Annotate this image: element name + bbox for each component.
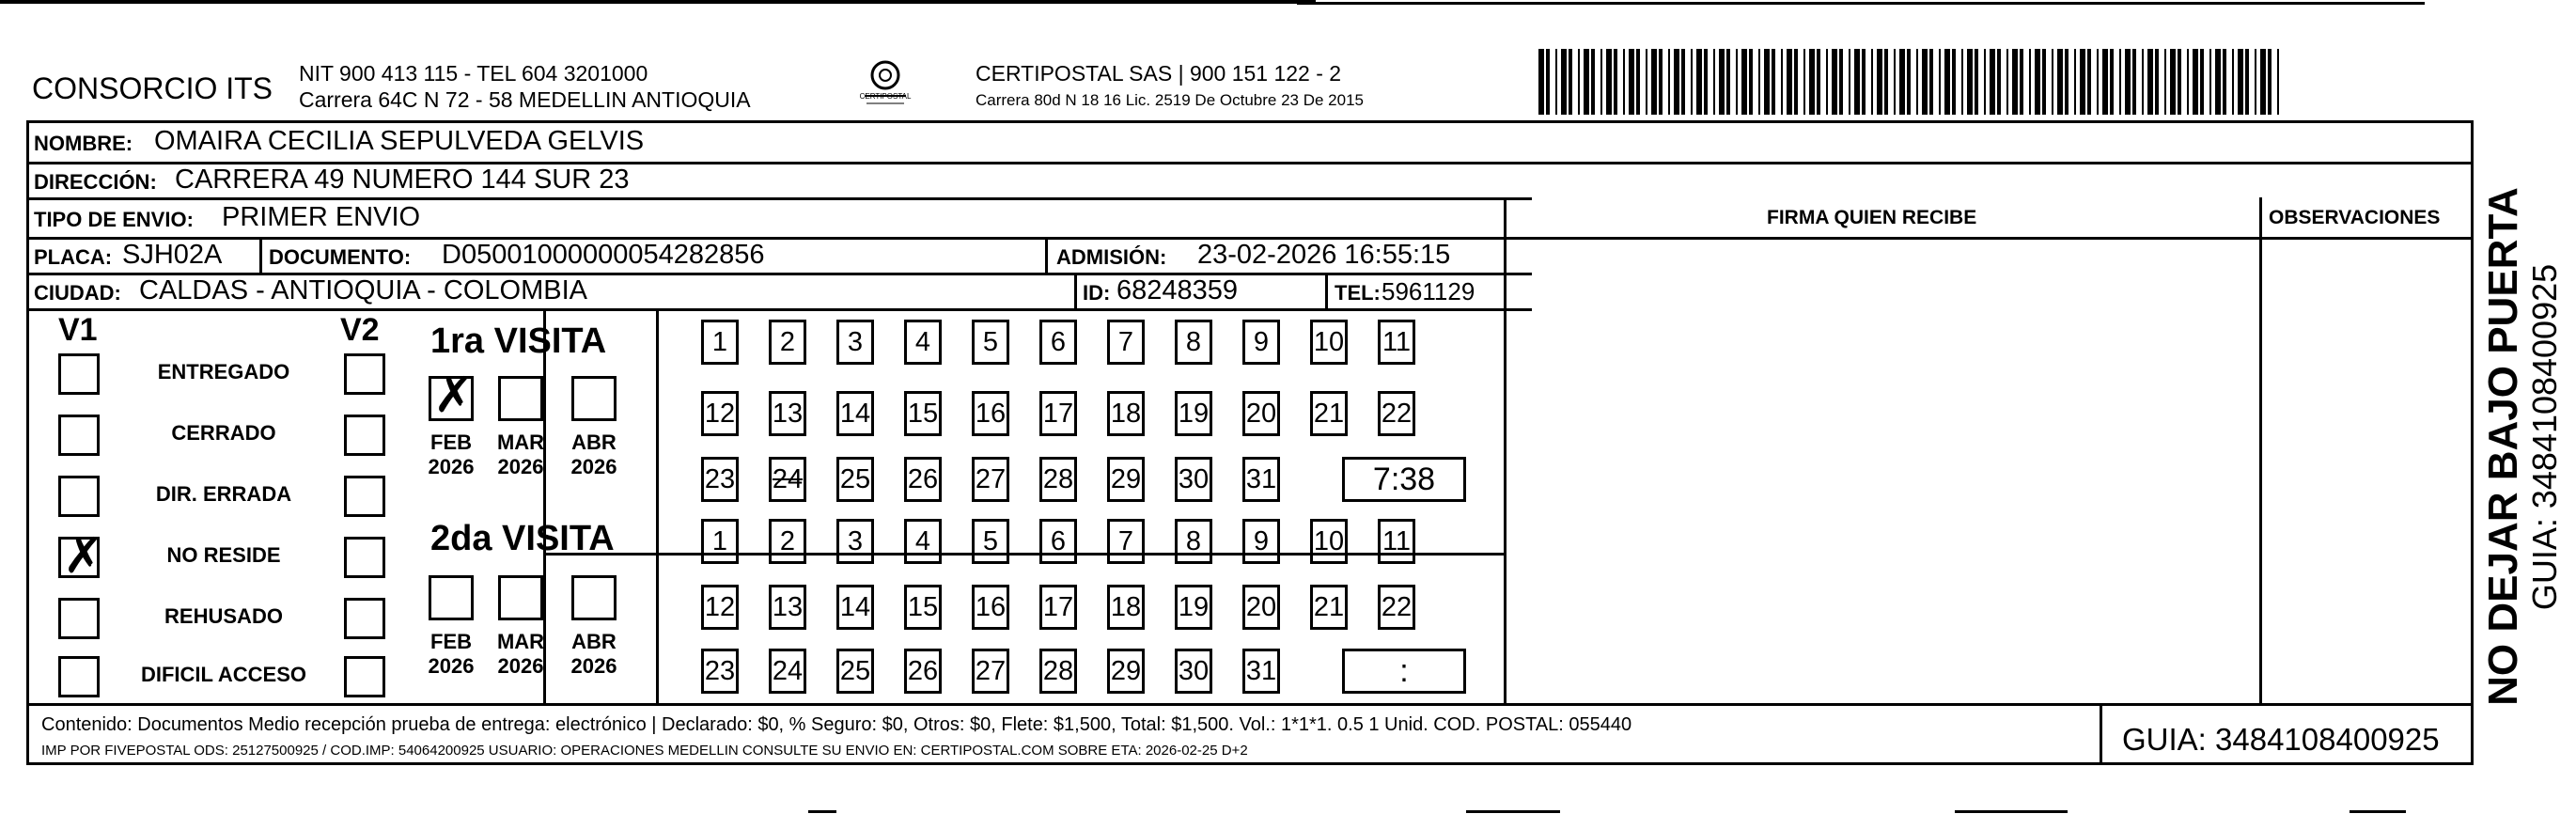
certipostal-logo bbox=[857, 58, 913, 109]
year-label: 2026 bbox=[570, 654, 617, 678]
second-visit-day-22[interactable]: 22 bbox=[1378, 585, 1415, 630]
first-visit-month-box-mar[interactable] bbox=[498, 376, 543, 421]
second-visit-day-16[interactable]: 16 bbox=[972, 585, 1009, 630]
tipo-envio-value: PRIMER ENVIO bbox=[222, 202, 421, 232]
first-visit-day-28[interactable]: 28 bbox=[1039, 457, 1077, 502]
second-visit-day-13[interactable]: 13 bbox=[769, 585, 806, 630]
first-visit-title: 1ra VISITA bbox=[430, 321, 607, 361]
first-visit-day-25[interactable]: 25 bbox=[836, 457, 874, 502]
month-label: FEB bbox=[430, 630, 472, 653]
footer-print-line: IMP POR FIVEPOSTAL ODS: 25127500925 / COD.IMP: 54064200925 USUARIO: OPERACIONES MEDELLIN CONSULTE SU ENVIO EN: CERTIPOSTAL.COM SOBRE ETA: 2026-02-25 D+2 bbox=[41, 743, 1248, 759]
year-label: 2026 bbox=[497, 654, 544, 678]
first-visit-day-13[interactable]: 13 bbox=[769, 391, 806, 436]
second-visit-day-30[interactable]: 30 bbox=[1175, 649, 1212, 694]
footer-content-line: Contenido: Documentos Medio recepción prueba de entrega: electrónico | Declarado: $0, % Seguro: $0, Otros: $0, Flete: $1,500, Total: $1,500. Vol.: 1*1*1. 0.5 1 Unid. COD. POSTAL: 055440 bbox=[41, 714, 1632, 735]
check-mark-icon: ✗ bbox=[433, 368, 475, 423]
status-label-dir-errada: DIR. ERRADA bbox=[155, 482, 292, 506]
admision-value: 23-02-2026 16:55:15 bbox=[1197, 240, 1451, 270]
second-visit-day-28[interactable]: 28 bbox=[1039, 649, 1077, 694]
year-label: 2026 bbox=[570, 455, 617, 478]
status-label-entregado: ENTREGADO bbox=[157, 360, 290, 384]
first-visit-day-10[interactable]: 10 bbox=[1310, 320, 1348, 365]
first-visit-month-box-feb[interactable] bbox=[429, 368, 475, 423]
placa-label: PLACA: bbox=[34, 245, 113, 269]
month-label: FEB bbox=[430, 430, 472, 454]
direccion-label: DIRECCIÓN: bbox=[34, 170, 157, 194]
second-visit-day-26[interactable]: 26 bbox=[904, 649, 942, 694]
second-visit-day-31[interactable]: 31 bbox=[1242, 649, 1280, 694]
first-visit-month-box-abr[interactable] bbox=[571, 376, 617, 421]
first-visit-day-23[interactable]: 23 bbox=[701, 457, 739, 502]
second-visit-month-box-abr[interactable] bbox=[571, 575, 617, 620]
v2-checkbox-no-reside[interactable] bbox=[344, 537, 385, 578]
second-visit-day-9[interactable]: 9 bbox=[1242, 519, 1280, 564]
v1-checkbox-no-reside[interactable] bbox=[58, 529, 104, 584]
company-name: CONSORCIO ITS bbox=[32, 71, 273, 105]
certipostal-line-1: CERTIPOSTAL SAS | 900 151 122 - 2 bbox=[976, 61, 1342, 86]
first-visit-day-16[interactable]: 16 bbox=[972, 391, 1009, 436]
id-value: 68248359 bbox=[1116, 275, 1239, 305]
second-visit-day-15[interactable]: 15 bbox=[904, 585, 942, 630]
second-visit-day-6[interactable]: 6 bbox=[1039, 519, 1077, 564]
v1-checkbox-entregado[interactable] bbox=[58, 353, 100, 395]
company-line-1: NIT 900 413 115 - TEL 604 3201000 bbox=[299, 61, 648, 86]
month-label: MAR bbox=[496, 630, 545, 653]
signature-area[interactable] bbox=[1507, 240, 2258, 702]
second-visit-day-23[interactable]: 23 bbox=[701, 649, 739, 694]
status-label-rehusado: REHUSADO bbox=[164, 604, 283, 628]
month-label: ABR bbox=[571, 430, 617, 454]
first-visit-day-7[interactable]: 7 bbox=[1107, 320, 1145, 365]
v1-checkbox-dificil-acceso[interactable] bbox=[58, 656, 100, 697]
second-visit-day-8[interactable]: 8 bbox=[1175, 519, 1212, 564]
first-visit-day-9[interactable]: 9 bbox=[1242, 320, 1280, 365]
status-label-cerrado: CERRADO bbox=[171, 421, 276, 445]
second-visit-day-27[interactable]: 27 bbox=[972, 649, 1009, 694]
first-visit-day-19[interactable]: 19 bbox=[1175, 391, 1212, 436]
first-visit-day-24[interactable]: 24 bbox=[769, 457, 806, 502]
first-visit-day-27[interactable]: 27 bbox=[972, 457, 1009, 502]
first-visit-day-14[interactable]: 14 bbox=[836, 391, 874, 436]
second-visit-day-12[interactable]: 12 bbox=[701, 585, 739, 630]
second-visit-day-24[interactable]: 24 bbox=[769, 649, 806, 694]
placa-value: SJH02A bbox=[122, 240, 223, 270]
footer-guia: GUIA: 3484108400925 bbox=[2122, 722, 2440, 757]
first-visit-day-21[interactable]: 21 bbox=[1310, 391, 1348, 436]
first-visit-day-2[interactable]: 2 bbox=[769, 320, 806, 365]
first-visit-day-8[interactable]: 8 bbox=[1175, 320, 1212, 365]
second-visit-day-17[interactable]: 17 bbox=[1039, 585, 1077, 630]
observaciones-area[interactable] bbox=[2262, 240, 2471, 702]
first-visit-day-1[interactable]: 1 bbox=[701, 320, 739, 365]
ciudad-label: CIUDAD: bbox=[34, 281, 121, 305]
nombre-label: NOMBRE: bbox=[34, 132, 133, 155]
documento-value: D05001000000054282856 bbox=[442, 240, 765, 270]
v2-checkbox-rehusado[interactable] bbox=[344, 598, 385, 639]
second-visit-title: 2da VISITA bbox=[430, 519, 615, 558]
first-visit-day-15[interactable]: 15 bbox=[904, 391, 942, 436]
second-visit-day-1[interactable]: 1 bbox=[701, 519, 739, 564]
certipostal-line-2: Carrera 80d N 18 16 Lic. 2519 De Octubre 23 De 2015 bbox=[976, 91, 1364, 109]
side-text bbox=[2477, 122, 2576, 771]
tel-value: 5961129 bbox=[1382, 277, 1475, 305]
observaciones-header: OBSERVACIONES bbox=[2269, 207, 2441, 228]
v2-header: V2 bbox=[340, 312, 380, 348]
second-visit-day-10[interactable]: 10 bbox=[1310, 519, 1348, 564]
direccion-value: CARRERA 49 NUMERO 144 SUR 23 bbox=[175, 164, 630, 195]
first-visit-day-22[interactable]: 22 bbox=[1378, 391, 1415, 436]
status-label-no-reside: NO RESIDE bbox=[166, 543, 281, 567]
first-visit-day-3[interactable]: 3 bbox=[836, 320, 874, 365]
second-visit-day-21[interactable]: 21 bbox=[1310, 585, 1348, 630]
first-visit-day-4[interactable]: 4 bbox=[904, 320, 942, 365]
v1-header: V1 bbox=[58, 312, 98, 348]
first-visit-day-5[interactable]: 5 bbox=[972, 320, 1009, 365]
company-line-2: Carrera 64C N 72 - 58 MEDELLIN ANTIOQUIA bbox=[299, 87, 751, 112]
v1-checkbox-rehusado[interactable] bbox=[58, 598, 100, 639]
v1-checkbox-cerrado[interactable] bbox=[58, 415, 100, 456]
id-label: ID: bbox=[1083, 281, 1111, 305]
second-visit-day-3[interactable]: 3 bbox=[836, 519, 874, 564]
second-visit-day-11[interactable]: 11 bbox=[1378, 519, 1415, 564]
month-label: ABR bbox=[571, 630, 617, 653]
year-label: 2026 bbox=[428, 654, 475, 678]
second-visit-day-2[interactable]: 2 bbox=[769, 519, 806, 564]
v2-checkbox-entregado[interactable] bbox=[344, 353, 385, 395]
month-label: MAR bbox=[496, 430, 545, 454]
first-visit-day-11[interactable]: 11 bbox=[1378, 320, 1415, 365]
firma-header: FIRMA QUIEN RECIBE bbox=[1767, 207, 1977, 228]
second-visit-month-box-mar[interactable] bbox=[498, 575, 543, 620]
side-guia: GUIA: 3484108400925 bbox=[2525, 263, 2564, 611]
second-visit-month-box-feb[interactable] bbox=[429, 575, 474, 620]
status-label-dificil-acceso: DIFICIL ACCESO bbox=[140, 663, 306, 686]
second-visit-day-20[interactable]: 20 bbox=[1242, 585, 1280, 630]
first-visit-day-30[interactable]: 30 bbox=[1175, 457, 1212, 502]
ciudad-value: CALDAS - ANTIOQUIA - COLOMBIA bbox=[139, 275, 587, 305]
documento-label: DOCUMENTO: bbox=[269, 245, 412, 269]
second-visit-day-4[interactable]: 4 bbox=[904, 519, 942, 564]
check-mark-icon: ✗ bbox=[63, 529, 104, 584]
first-visit-day-20[interactable]: 20 bbox=[1242, 391, 1280, 436]
first-visit-day-31[interactable]: 31 bbox=[1242, 457, 1280, 502]
first-visit-day-29[interactable]: 29 bbox=[1107, 457, 1145, 502]
tipo-envio-label: TIPO DE ENVIO: bbox=[34, 208, 194, 231]
admision-label: ADMISIÓN: bbox=[1056, 245, 1167, 269]
second-visit-day-25[interactable]: 25 bbox=[836, 649, 874, 694]
first-visit-time-box[interactable]: 7:38 bbox=[1342, 457, 1466, 502]
v2-checkbox-cerrado[interactable] bbox=[344, 415, 385, 456]
logo-text: CERTIPOSTAL bbox=[859, 92, 912, 101]
second-visit-time-box[interactable]: : bbox=[1342, 649, 1466, 694]
barcode bbox=[1538, 49, 2287, 115]
second-visit-day-5[interactable]: 5 bbox=[972, 519, 1009, 564]
side-warning: NO DEJAR BAJO PUERTA bbox=[2480, 187, 2526, 706]
first-visit-day-6[interactable]: 6 bbox=[1039, 320, 1077, 365]
first-visit-day-26[interactable]: 26 bbox=[904, 457, 942, 502]
nombre-value: OMAIRA CECILIA SEPULVEDA GELVIS bbox=[154, 126, 645, 156]
year-label: 2026 bbox=[428, 455, 475, 478]
first-visit-day-18[interactable]: 18 bbox=[1107, 391, 1145, 436]
year-label: 2026 bbox=[497, 455, 544, 478]
second-visit-day-14[interactable]: 14 bbox=[836, 585, 874, 630]
v1-checkbox-dir-errada[interactable] bbox=[58, 476, 100, 517]
second-visit-day-19[interactable]: 19 bbox=[1175, 585, 1212, 630]
second-visit-day-18[interactable]: 18 bbox=[1107, 585, 1145, 630]
first-visit-day-17[interactable]: 17 bbox=[1039, 391, 1077, 436]
second-visit-day-29[interactable]: 29 bbox=[1107, 649, 1145, 694]
tel-label: TEL: bbox=[1335, 281, 1381, 305]
first-visit-day-12[interactable]: 12 bbox=[701, 391, 739, 436]
v2-checkbox-dificil-acceso[interactable] bbox=[344, 656, 385, 697]
second-visit-day-7[interactable]: 7 bbox=[1107, 519, 1145, 564]
v2-checkbox-dir-errada[interactable] bbox=[344, 476, 385, 517]
